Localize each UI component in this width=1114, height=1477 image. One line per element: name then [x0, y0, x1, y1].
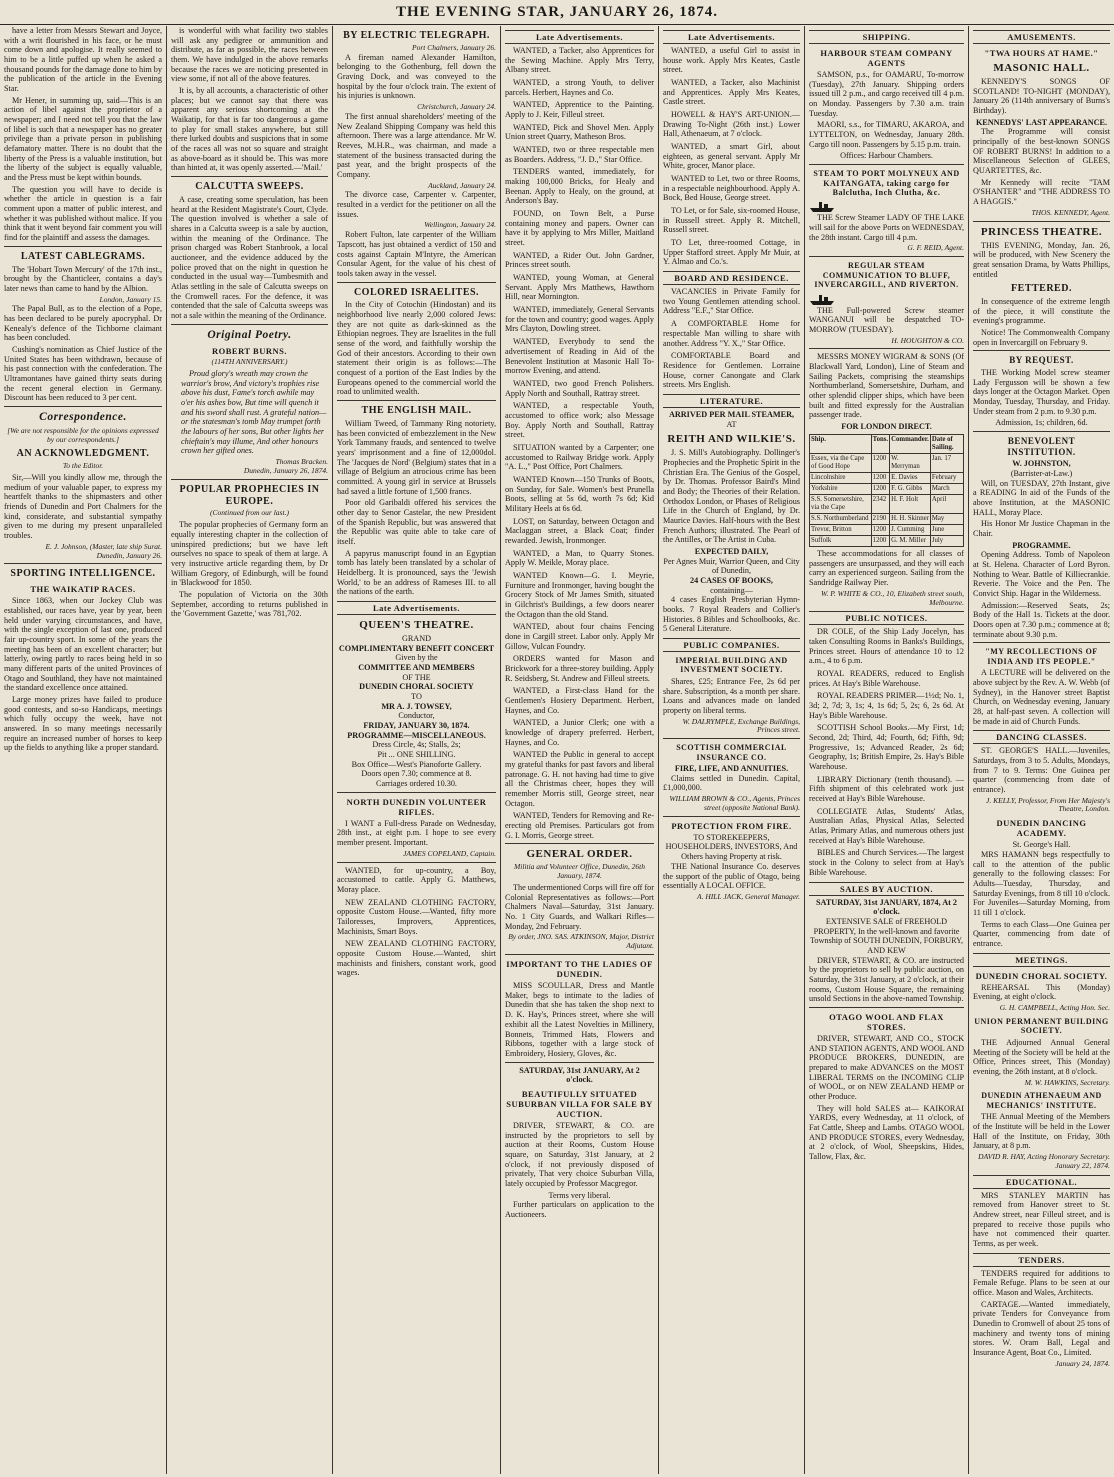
ad-line: PROGRAMME.	[1012, 540, 1071, 550]
classified-ad: WANTED, immediately, General Servants for the town and country; good wages. Apply Mrs Clayton, Dowling street.	[505, 305, 654, 334]
article-paragraph: The 'Hobart Town Mercury' of the 17th inst., brought by the Chanticleer, contains a day's later news than came to hand by the Albion.	[4, 264, 162, 293]
ad-heading: HARBOUR STEAM COMPANY AGENTS	[820, 48, 953, 69]
classified-ad: VACANCIES in Private Family for two Young Gentlemen attending school. Address "E.F.," Star Office.	[663, 287, 800, 316]
section-heading-late-ads: Late Advertisements.	[663, 30, 800, 44]
ad-line: PROGRAMME—MISCELLANEOUS.	[347, 730, 486, 740]
ad-line: 24 CASES OF BOOKS,	[690, 575, 773, 585]
ad-heading: BENEVOLENT INSTITUTION.	[1007, 436, 1076, 457]
ad-line: FIRE, LIFE, AND ANNUITIES.	[674, 764, 789, 774]
table-header: Tons.	[871, 434, 889, 453]
venue-name: MASONIC HALL.	[993, 62, 1090, 75]
ad-text: Terms to each Class—One Guinea per Quarter, commencing from date of entrance.	[973, 919, 1110, 949]
classified-ad: HOWELL & HAY'S ART-UNION.—Drawing To-Night (26th inst.) Lower Hall, Athenaeum, at 7 o'clock.	[663, 110, 800, 139]
venue-name: PRINCESS THEATRE.	[980, 225, 1103, 238]
ad-line: MR A. J. TOWSEY,	[381, 701, 452, 711]
classified-ad: WANTED, a First-class Hand for the Gentlemen's Hosiery Department. Herbert, Haynes, and Co.	[505, 686, 654, 715]
ad-line: Box Office—West's Pianoforte Gallery.	[351, 759, 482, 769]
dateline: Dunedin, January 26, 1874.	[243, 465, 328, 475]
classified-ad: ORDERS wanted for Mason and Brickwork for a three-storey building. Apply R. Seidsberg, St. Andrew and Filleul streets.	[505, 654, 654, 683]
ad-line: Dress Circle, 4s; Stalls, 2s;	[372, 740, 461, 750]
public-notice: ROYAL READERS, reduced to English prices. At Hay's Bible Warehouse.	[809, 669, 964, 688]
article-paragraph: A fireman named Alexander Hamilton, belonging to the Gothenburg, fell down the Graving Dock, and was conveyed to the hospital by the four o'clock train. The extent of his injuries is unknown.	[337, 52, 496, 101]
ad-line: EXPECTED DAILY,	[694, 546, 769, 556]
classified-ad: TO Let, three-roomed Cottage, in Upper Stafford street. Apply Mr Muir, at Y. Almao and Co.'s.	[663, 238, 800, 267]
ad-text: Will, on TUESDAY, 27th Instant, give a READING In aid of the Funds of the above Institution, at the MASONIC HALL, Moray Place.	[973, 478, 1110, 517]
divider	[809, 256, 964, 257]
ad-text: THIS EVENING, Monday, Jan. 26, will be produced, with New Scenery the great sensation Drama, by Watts Phillips, entitled	[973, 240, 1110, 279]
classified-ad: SITUATION wanted by a Carpenter; one accustomed to Railway Bridge work. Apply "A. L.," Post Office, Port Chalmers.	[505, 442, 654, 472]
table-cell: H. H. Skinner	[890, 513, 931, 524]
section-heading-board: BOARD AND RESIDENCE.	[663, 271, 800, 285]
article-subheading: (Continued from our last.)	[210, 508, 289, 518]
divider	[337, 862, 496, 863]
ad-line: Terms very liberal.	[548, 1190, 611, 1200]
ad-line: FOR LONDON DIRECT.	[841, 422, 932, 432]
ad-line: COMMITTEE AND MEMBERS	[358, 663, 475, 673]
classified-ad: WANTED, young Woman, at General Servant. Apply Mrs Matthews, Hawthorn Hill, near Mornington.	[505, 273, 654, 302]
ad-text: THE Adjourned Annual General Meeting of the Society will be held at the Office, Princes street, This (Monday) evening, the 26th instant, at 8 o'clock.	[973, 1037, 1110, 1076]
signature: M. W. HAWKINS, Secretary.	[1024, 1077, 1110, 1087]
ad-text: Claims settled in Dunedin. Capital, £1,000,000.	[663, 773, 800, 793]
theatre-name: QUEEN'S THEATRE.	[359, 619, 474, 632]
ad-text: Admission:—Reserved Seats, 2s; Body of the Hall 1s. Tickets at the door. Doors open at 7.30 p.m.; commence at 8; terminate about 9.30 p.m.	[973, 600, 1110, 639]
poem-occasion: (114TH ANNIVERSARY.)	[211, 357, 288, 367]
dateline: Dunedin, January 26.	[96, 550, 162, 560]
table-cell: 1200	[871, 524, 889, 535]
signature: DAVID R. HAY, Acting Honorary Secretary. January 22, 1874.	[978, 1151, 1110, 1170]
classified-ad: WANTED, a Tacker, also Apprentices for the Sewing Machine. Apply Mrs Terry, Albany street.	[505, 46, 654, 75]
ad-line: Given by the	[395, 653, 438, 663]
ad-line: Offices: Harbour Chambers.	[840, 151, 933, 161]
classified-ad: A COMFORTABLE Home for respectable Man willing to share with another. Address "Y. X.," Star Office.	[663, 319, 800, 348]
section-heading-telegraph: BY ELECTRIC TELEGRAPH.	[343, 30, 490, 41]
classified-ad: WANTED, for up-country, a Boy, accustomed to cattle. Apply G. Matthews, Moray place.	[337, 865, 496, 894]
article-paragraph: Mr Hener, in summing up, said—This is an action of libel against the proprietor of a newspaper; and I need not tell you that the law of libel is such that a newspaper has no greater privilege than a private person in publishing defamatory matter. There is no doubt that the liberty of the Press is a valuable institution, but the liberty of the subject is equally valuable, and the Press must be kept within bounds.	[4, 95, 162, 183]
ad-line: FRIDAY, JANUARY 30, 1874.	[363, 721, 470, 731]
table-cell: April	[930, 494, 963, 513]
ad-line: Per Agnes Muir, Warrior Queen, and City of Dunedin,	[663, 556, 800, 576]
classified-ad: WANTED, a respectable Youth, accustomed to office work; also Message Boy. Apply North and Southall, Rattray street.	[505, 401, 654, 440]
signature: G. F. REID, Agent.	[907, 243, 964, 253]
ad-text: MRS HAMANN begs respectfully to call to the attention of the public generally to the following classes: For Adults—Tuesday, Thursday, and Saturday Evenings, from 8 till 10 o'clock. For Juveniles—Saturday Morning, from 11 till 1 o'clock.	[973, 850, 1110, 918]
signature: JAMES COPELAND, Captain.	[403, 848, 496, 858]
ad-text: MESSRS MONEY WIGRAM & SONS (Of Blackwall Yard, London), Line of Steam and Sailing Packets, comprising the steamships Northumberland, Somersetshire, Durham, and other splendid clipper ships, which have been built and fitted expressly for the Australian passenger trade.	[809, 352, 964, 420]
ad-text: THE Annual Meeting of the Members of the Institute will be held in the Lower Hall of the Institute, on Friday, 30th January, at 8 p.m.	[973, 1112, 1110, 1151]
table-cell: 2190	[871, 513, 889, 524]
ad-text: ST. GEORGE'S HALL.—Juveniles, Saturdays, from 3 to 5. Adults, Mondays, from 7 to 9. Terms: One Guinea per quarter (commencing from date of entrance).	[973, 746, 1110, 794]
section-heading-amusements: AMUSEMENTS.	[973, 30, 1110, 44]
signature: THOS. KENNEDY, Agent.	[1031, 207, 1110, 217]
table-header: Ship.	[810, 434, 872, 453]
ad-line: SATURDAY, 31st JANUARY, 1874, At 2 o'clock.	[815, 897, 958, 917]
classified-ad: TENDERS wanted, immediately, for making 100,000 Bricks, for Healy and Beenan. Apply to Healy, on the ground, at Anderson's Bay.	[505, 167, 654, 206]
ad-text: His Honor Mr Justice Chapman in the Chair.	[973, 519, 1110, 538]
ad-text: I WANT a Full-dress Parade on Wednesday, 28th inst., at eight p.m. I hope to see every member present. Important.	[337, 818, 496, 848]
ad-text: J. S. Mill's Autobiography. Dollinger's Prophecies and the Prophetic Spirit in the Christian Era. The Genius of the Gospel, by Dr. Thomas. Professor Baird's Mind and Body; the Theories of their Relation. Orthodox London, or Phases of Religious Life in the Church of England, by Dr. Maurice Davies. Half-hours with the Best French Authors; illustrated. The Pearl of the Antilles, or The Artist in Cuba.	[663, 448, 800, 545]
steamship-icon	[809, 292, 835, 306]
ad-line: SATURDAY, 31st JANUARY, At 2 o'clock.	[519, 1065, 640, 1085]
signature: W. P. WHITE & CO., 10, Elizabeth street south, Melbourne.	[820, 588, 964, 607]
ad-text: REHEARSAL This (Monday) Evening, at eight o'clock.	[973, 982, 1110, 1002]
ad-line: AT	[726, 419, 737, 429]
divider	[505, 1062, 654, 1063]
section-heading-meetings: MEETINGS.	[973, 953, 1110, 967]
section-heading-correspondence: Correspondence.	[39, 411, 127, 424]
classified-ad: WANTED, two or three respectable men as Boarders. Address, "J. D.," Star Office.	[505, 145, 654, 164]
divider	[809, 164, 964, 165]
ad-heading: UNION PERMANENT BUILDING SOCIETY.	[974, 1016, 1109, 1036]
signature: By order, JNO. SAS. ATKINSON, Major, District Adjutant.	[508, 932, 654, 951]
ad-heading: STEAM TO PORT MOLYNEUX AND KAITANGATA, taking cargo for Balclutha, Inch Clutha, &c.	[813, 169, 960, 197]
table-row	[810, 524, 964, 535]
ad-text: TENDERS required for additions to Female Refuge. Plans to be seen at our office. Mason and Wales, Architects.	[973, 1268, 1110, 1298]
article-paragraph: It is, by all accounts, a characteristic of other places; but we cannot say that there was apparent any serious shortcoming at the Waikatip, for that is far too dangerous a game to play for small stakes anywhere, but still there lurked doubts and suspicions that in some of the races all was not so square and straight as above-board as it should be. This was more than hinted at, it was openly asserted.—'Mail.'	[171, 86, 328, 173]
ad-text: KENNEDY'S SONGS OF SCOTLAND! TO-NIGHT (MONDAY), January 26 (114th anniversary of Burns's Birthday).	[973, 77, 1110, 116]
ad-text: MAORI, s.s., for TIMARU, AKAROA, and LYTTELTON, on Wednesday, January 28th. Cargo till noon. Passengers by 5.15 p.m. train.	[809, 120, 964, 149]
table-row	[810, 494, 964, 513]
ad-text: MISS SCOULLAR, Dress and Mantle Maker, begs to intimate to the ladies of Dunedin that she has taken the shop next to D. K. Hay's, Princes street, where she will exhibit all the Latest Novelties in Millinery, Bonnets, Trimmed Hats, Flowers and Ribbons, together with a large stock of Embroidery, Hosiery, Gloves, &c.	[505, 981, 654, 1058]
signature: A. HILL JACK, General Manager.	[697, 891, 800, 901]
section-heading-auction: SALES BY AUCTION.	[809, 882, 964, 896]
steamship-icon	[809, 199, 835, 213]
divider	[337, 282, 496, 283]
divider	[973, 221, 1110, 222]
dateline: Auckland, January 24.	[428, 180, 496, 190]
article-paragraph: is wonderful with what facility two stables will ask any pedigree or ammunition and distribute, as far as possible, the races between them. We have indulged in the above remarks because the races we are noticing presented in view some, if not all of the above features.	[171, 26, 328, 84]
signature: E. J. Johnson, (Master, late ship Surat.	[45, 541, 162, 551]
table-cell: E. Davies	[890, 472, 931, 483]
public-notice: SCOTTISH School Books.—My First, 1d; Second, 2d; Third, 4d; Fourth, 6d; Fifth, 9d; Progressive, 1s; Advanced Reader, 2s 6d; Geography, 1s; British Empire, 2s. Hay's Bible Warehouse.	[809, 723, 964, 772]
table-cell: July	[930, 535, 963, 546]
signature: WILLIAM BROWN & CO., Agents, Princes street (opposite National Bank).	[669, 794, 800, 812]
table-cell: F. G. Gibbs	[890, 483, 931, 494]
divider	[505, 954, 654, 955]
table-row	[810, 483, 964, 494]
table-cell: Essex, via the Cape of Good Hope	[810, 453, 872, 472]
public-notice: ROYAL READERS PRIMER—1½d; No. 1, 3d; 2, 7d; 3, 1s; 4, 1s 6d; 5, 2s; 6, 2s 6d. At Hay's Bible Warehouse.	[809, 691, 964, 720]
classified-ad: FOUND, on Town Belt, a Purse containing money and papers. Owner can have it by applying to Mrs Miller, Maitland street.	[505, 209, 654, 248]
ad-text: DRIVER, STEWART, & CO. are instructed by the proprietors to sell by public auction, on Saturday, the 31st January, at 2 o'clock, at their rooms, Custom House Square, the remaining unsold Sections in the above-named Township.	[809, 955, 964, 1004]
column-4	[500, 26, 658, 1474]
bookseller-name: REITH AND WILKIE'S.	[667, 433, 796, 446]
table-cell: S.S. Northumberland	[810, 513, 872, 524]
divider	[337, 400, 496, 401]
ad-text: MRS STANLEY MARTIN has removed from Hanover street to St. Andrew street, near Filleul street, and is prepared to receive those pupils who have not commenced their quarter. Terms, as per week.	[973, 1190, 1110, 1248]
ad-subheading: Militia and Volunteer Office, Dunedin, 26th January, 1874.	[513, 862, 646, 881]
table-cell: June	[930, 524, 963, 535]
public-notice: LIBRARY Dictionary (tenth thousand). —Fifth shipment of this celebrated work just received at Hay's Bible Warehouse.	[809, 774, 964, 804]
divider	[809, 1007, 964, 1008]
table-cell: 1200	[871, 483, 889, 494]
section-heading-literature: LITERATURE.	[663, 394, 800, 408]
section-heading-poetry: Original Poetry.	[207, 328, 292, 341]
ad-line: ARRIVED PER MAIL STEAMER,	[668, 409, 795, 419]
ad-heading: OTAGO WOOL AND FLAX STORES.	[829, 1011, 944, 1032]
table-cell: Yorkshire	[810, 483, 872, 494]
ad-line: DUNEDIN CHORAL SOCIETY	[359, 682, 474, 692]
table-header: Date of Sailing.	[930, 434, 963, 453]
ad-text: These accommodations for all classes of passengers are unsurpassed, and they will each carry an experienced surgeon. Sailing from the Sandridge Railway Pier.	[809, 548, 964, 587]
classified-ad: WANTED, Tenders for Removing and Re-erecting old Premises. Particulars got from G. I. Morris, George street.	[505, 811, 654, 840]
ad-text: Further particulars on application to the Auctioneers.	[505, 1200, 654, 1219]
section-heading-dancing: DANCING CLASSES.	[973, 730, 1110, 744]
table-cell: Trevor, Britton	[810, 524, 872, 535]
classified-ad: WANTED, a useful Girl to assist in house work. Apply Mrs Keates, Castle street.	[663, 46, 800, 75]
ad-line: Admission, 1s; children, 6d.	[995, 418, 1088, 428]
ad-text: A LECTURE will be delivered on the above subject by the Rev. A. W. Webb (of Sydney), in the Hanover street Baptist Church, on Wednesday evening, January 28, at half-past seven. A collection will be made in aid of Church Funds.	[973, 668, 1110, 726]
signature: H. HOUGHTON & CO.	[891, 335, 964, 345]
classified-ad: WANTED, a Junior Clerk; one with a knowledge of drapery preferred. Herbert, Haynes, and Co.	[505, 718, 654, 747]
ad-line: containing—	[710, 585, 753, 595]
section-heading-cablegrams: LATEST CABLEGRAMS.	[20, 250, 146, 262]
ad-line: KENNEDYS' LAST APPEARANCE.	[975, 117, 1108, 127]
classified-ads-list	[505, 46, 654, 840]
classified-ad: WANTED, Apprentice to the Painting. Apply to J. Keir, Filleul street.	[505, 100, 654, 120]
editorial-note: [We are not responsible for the opinions expressed by our correspondents.]	[7, 425, 159, 444]
article-paragraph: A case, creating some speculation, has been heard at the Resident Magistrate's Court, Clyde. The question involved is whether a sale of shares in a Calcutta sweep is a sale by auction, within the meaning of the Ordinance. The prison charged was Robert Stanbrook, a local auctioneer, and the evidence adduced by the police proved that on the night in question he conducted in the usual way—Tumbesmith and Atlas settling in the sale of Calcutta sweeps on the Cromwell races. For the defence, it was contended that the sale of Calcutta sweeps was not a sale within the meaning of the Ordinance.	[171, 194, 329, 320]
signature: Thomas Bracken.	[275, 457, 328, 467]
classified-ad: WANTED, Everybody to send the advertisement of Reading in Aid of the Benevolent Institution at Masonic Hall To-morrow Evening, and attend.	[505, 337, 654, 376]
table-cell: 1200	[871, 535, 889, 546]
section-heading-public-notices: PUBLIC NOTICES.	[809, 611, 964, 625]
classified-ad: WANTED, two good French Polishers. Apply North and Southall, Rattray street.	[505, 378, 654, 398]
ad-text: THE Screw Steamer LADY OF THE LAKE will sail for the above Ports on WEDNESDAY, the 28th instant. Cargo till 4 p.m.	[809, 213, 964, 242]
table-cell: 1200	[871, 453, 889, 472]
ad-text: Shares, £25; Entrance Fee, 2s 6d per share. Subscription, 4s a month per share. Loans and advances made on landed property on liberal terms.	[663, 676, 800, 715]
public-notice: DR COLE, of the Ship Lady Jocelyn, has taken Consulting Rooms in Banks's Buildings, Princes street. Hours of attendance 10 to 12 a.m., 4 to 6 p.m.	[809, 627, 964, 666]
column-6	[804, 26, 968, 1474]
masthead	[0, 0, 1114, 25]
ad-text: SAMSON, p.s., for OAMARU, To-morrow (Tuesday), 27th January. Shipping orders issued till 2 p.m., and cargo received till 4 p.m. on Monday. Passengers by 7.30 a.m. train Tuesday.	[809, 70, 964, 118]
table-cell: Suffolk	[810, 535, 872, 546]
ad-heading: DUNEDIN DANCING ACADEMY.	[996, 818, 1087, 839]
ad-text: THE National Insurance Co. deserves the support of the public of Otago, being essentially A LOCAL OFFICE.	[663, 861, 800, 891]
ad-line: OF THE	[402, 672, 431, 682]
ad-text: DRIVER, STEWART, AND CO., STOCK AND STATION AGENTS, AND WOOL AND PRODUCE BROKERS, DUNEDIN, are prepared to make ADVANCES on the MOST LIBERAL TERMS on the INCOMING CLIP of WOOL, or on NEW ZEALAND HEMP or other Produce.	[809, 1033, 964, 1101]
classified-ad: WANTED the Public in general to accept my grateful thanks for past favors and liberal patronage. G. H. not having had time to give all the Christmas cheer, hopes they will remember Morris still, George street, near Octagon.	[505, 750, 654, 808]
article-heading: COLORED ISRAELITES.	[353, 286, 480, 298]
article-paragraph: Cushing's nomination as Chief Justice of the United States has been withdrawn, because of his past connection with the confederation. The Ultramontanes have gained thirty seats during the recent general election in Germany. Discount has been reduced to 3 per cent.	[4, 345, 162, 403]
ad-line: Pit ... ONE SHILLING.	[377, 750, 456, 760]
ad-heading: IMPORTANT TO THE LADIES OF DUNEDIN.	[506, 959, 653, 980]
classified-ad: WANTED Known—G. I. Meyrie, Furniture and Ironmonger, having bought the Grocery Stock of Mr James Smith, situated in Gilchrist's Buildings, a few doors nearer the Octagon than the old Stand.	[505, 570, 654, 619]
column-1	[0, 26, 166, 1474]
masthead-title: THE EVENING STAR, JANUARY 26, 1874.	[396, 3, 718, 20]
classified-ad: NEW ZEALAND CLOTHING FACTORY, opposite Custom House.—Wanted, fifty more Tailoresses, Improvers, Apprentices, Machinists, Smart Boys.	[337, 897, 496, 936]
article-heading: POPULAR PROPHECIES IN EUROPE.	[179, 483, 320, 507]
ad-line: TO STOREKEEPERS, HOUSEHOLDERS, INVESTORS, And Others having Property at risk.	[665, 832, 798, 862]
ad-line: GRAND	[401, 634, 432, 643]
table-cell: S.S. Somersetshire, via the Cape	[810, 494, 872, 513]
ad-heading: PROTECTION FROM FIRE.	[671, 820, 792, 831]
ad-text: They will hold SALES at— KAIKORAI YARDS, every Wednesday, at 11 o'clock, of Fat Cattle, Sheep and Lambs. OTAGO WOOL AND PRODUCE STORES, every Wednesday, at 2 o'clock, of Wool, Sheepskins, Hides, Tallow, Flax, &c.	[809, 1103, 964, 1161]
ad-text: Opening Address. Tomb of Napoleon at St. Helena. Character of Lord Byron. Nothing to Wear. Battle of Killiecrankie. Reverie. The Voice and the Pen. The Convict Ship. Hagar in the Wilderness.	[973, 550, 1110, 598]
article-paragraph: William Tweed, of Tammany Ring notoriety, has been convicted of embezzlement in the New York Tammany frauds, and sentenced to twelve years' imprisonment and a fine of 12,000dol. The 'Jacques de Nord' (Belgium) states that in a village of Belgium an atrocious crime has been committed. A young girl in service at Brussels had saved a little fortune of 1,500 francs.	[337, 418, 496, 496]
ad-heading: DUNEDIN ATHENAEUM AND MECHANICS' INSTITUTE.	[981, 1091, 1102, 1110]
section-heading-public-companies: PUBLIC COMPANIES.	[663, 638, 800, 652]
article-paragraph: The divorce case, Carpenter v. Carpenter, resulted in a verdict for the petitioner on all the issues.	[337, 190, 496, 219]
divider	[973, 642, 1110, 643]
ad-heading: NORTH DUNEDIN VOLUNTEER RIFLES.	[346, 796, 487, 817]
ad-line: St. George's Hall.	[1012, 840, 1071, 850]
classified-ad: TO Let, or for Sale, six-roomed House, in Russell street. Apply R. Mitchell, Russell street.	[663, 206, 800, 235]
ad-text: The Programme will consist principally of the best-known SONGS OF ROBERT BURNS! In addition to a Miscellaneous Selection of GLEES, QUARTETTES, &c.	[973, 127, 1110, 176]
divider	[4, 406, 162, 407]
article-paragraph: The first annual shareholders' meeting of the New Zealand Shipping Company was held this afternoon. There was a large attendance. Mr W. Reeves, M.H.R., was chairman, and made a statement of the business transacted during the past year, and the bright prospects of the Company.	[337, 111, 496, 179]
article-paragraph: The Papal Bull, as to the election of a Pope, has been declared to be purely apocryphal. Dr Kenealy's defence of the Tichborne claimant has been concluded.	[4, 304, 162, 343]
section-heading-educational: EDUCATIONAL.	[973, 1175, 1110, 1189]
article-heading: CALCUTTA SWEEPS.	[195, 181, 304, 193]
signature: G. H. CAMPBELL, Acting Hon. Sec.	[999, 1003, 1110, 1013]
dateline: London, January 15.	[99, 294, 162, 304]
divider	[171, 479, 328, 480]
ad-heading: "TWA HOURS AT HAME."	[984, 48, 1099, 59]
public-notice: COLLEGIATE Atlas, Students' Atlas, Australian Atlas, Physical Atlas, Selected Atlas, Primary Atlas, and numerous others just received at Hay's Bible Warehouse.	[809, 806, 964, 845]
section-heading-late-ads: Late Advertisements.	[337, 601, 496, 615]
table-cell: H. F. Holt	[890, 494, 931, 513]
classified-ad: WANTED, Pick and Shovel Men. Apply Union street Quarry, Matheson Bros.	[505, 122, 654, 142]
ad-line: COMPLIMENTARY BENEFIT CONCERT	[338, 643, 495, 653]
ad-heading: "MY RECOLLECTIONS OF INDIA AND ITS PEOPLE."	[985, 647, 1098, 666]
divider	[4, 563, 162, 564]
article-paragraph: Large money prizes have failed to produce good contests, and so-so Handicaps, meetings which fully occupy the week, have not answered. In so many meetings necessarily require an increased number of horses to keep up the fields to anything like a proper standard.	[4, 694, 162, 753]
table-cell: 2342	[871, 494, 889, 513]
divider	[4, 246, 162, 247]
divider	[663, 738, 800, 739]
table-header: Commander.	[890, 434, 931, 453]
classified-ad: WANTED, a Man, to Quarry Stones. Apply W. Meikle, Moray place.	[505, 548, 654, 568]
table-cell: May	[930, 513, 963, 524]
table-cell: G. M. Miller	[890, 535, 931, 546]
ad-line: Doors open 7.30; commence at 8.	[361, 769, 472, 779]
ad-text: THE Working Model screw steamer Lady Fergusson will be shown a few days longer at the Octagon Market. Open Monday, Tuesday, Thursday, and Friday. Under steam from 2 p.m. to 9.30 p.m.	[973, 368, 1110, 416]
signature: J. KELLY, Professor, From Her Majesty's Theatre, London.	[986, 795, 1110, 814]
table-cell: W. Merryman	[890, 453, 931, 472]
divider	[663, 816, 800, 817]
article-paragraph: The popular prophecies of Germany form an equally interesting chapter in the collection of uninspired predictions; but we have left ourselves no space to speak of them at large. A very instructive article regarding them, by Dr William Gregory, of Edinburgh, will be found in 'Blackwood' for 1850.	[171, 520, 328, 588]
section-heading-late-ads: Late Advertisements.	[505, 30, 654, 44]
article-paragraph: In the City of Cotochin (Hindostan) and its neighborhood live nearly 2,000 colored Jews: they are not quite as dark-skinned as the Ethiopian negroes. They are Israelites in the full sense of the word, and faithfully worship the God of their ancestors. According to their own statement their origin is as follows:—The conquest of a portion of the East Indies by the Europeans opened to the commercial world the road to unlimited wealth.	[337, 300, 496, 397]
table-row	[810, 535, 964, 546]
salutation: To the Editor.	[62, 461, 104, 471]
ad-line: Carriages ordered 10.30.	[376, 779, 457, 789]
poem-body: Proud glory's wreath may crown the warrior's brow, And victory's trophies rise above his dust, Fame's torch awhile may o'er his ashes bow, But time will quench it and his sword shall rust. A grateful nation—or the statesman's tomb May trumpet forth the labours of her sons, But other lights her chieftain's may illume, And other honours crown her gifted ones.	[181, 369, 327, 456]
article-paragraph: Sir,—Will you kindly allow me, through the medium of your valuable paper, to express my heartfelt thanks to the shipmasters and other friends of Dunedin and Port Chalmers for the kind, considerate, and substantial sympathy given to me during my present unparalleled troubles.	[4, 473, 162, 541]
ad-heading: DUNEDIN CHORAL SOCIETY.	[975, 970, 1108, 981]
section-heading-tenders: TENDERS.	[973, 1253, 1110, 1267]
divider	[171, 176, 328, 177]
table-cell: Jan. 17	[930, 453, 963, 472]
article-heading: THE WAIKATIP RACES.	[30, 584, 136, 595]
article-paragraph: The question you will have to decide is whether the article in question is a fair comment upon a matter of public interest, and whether it was published without malice. If you think that it went beyond fair comment you will find for the plaintiff and assess the damages.	[4, 184, 162, 243]
ad-text: 4 cases English Presbyterian Hymn-books. 7 Royal Readers and Collier's Histories. 8 Bibles and Schoolbooks, &c. 5 General Literature.	[663, 595, 800, 634]
ad-text: In consequence of the extreme length of the piece, it will constitute the evening's programme.	[973, 297, 1110, 326]
dateline: Port Chalmers, January 26.	[412, 42, 496, 52]
classified-ad: WANTED, a Tacker, also Machinist and Apprentices. Apply Mrs Keates, Castle street.	[663, 78, 800, 107]
public-notice: BIBLES and Church Services.—The largest stock in the Colony to select from at Hay's Bible Warehouse.	[809, 848, 964, 877]
ad-line: W. JOHNSTON,	[1012, 459, 1071, 469]
article-paragraph: A papyrus manuscript found in an Egyptian tomb has lately been translated by a scholar of Heidelberg. It is pronounced, says the 'Jewish World,' to be an address of Rameses III. to all the nations of the earth.	[337, 548, 496, 597]
ad-text: THE Full-powered Screw steamer WANGANUI will be despatched TO-MORROW (TUESDAY).	[809, 305, 964, 334]
article-heading: AN ACKNOWLEDGMENT.	[16, 448, 150, 460]
ad-text: Mr Kennedy will recite "TAM O'SHANTER" and "THE ADDRESS TO A HAGGIS."	[973, 177, 1110, 207]
table-cell: March	[930, 483, 963, 494]
table-cell: Lincolnshire	[810, 472, 872, 483]
column-7	[968, 26, 1114, 1474]
divider	[973, 350, 1110, 351]
table-header-row	[810, 434, 964, 453]
classified-ad: WANTED to Let, two or three Rooms, in a respectable neighbourhood. Apply A. Bock, Bed House, George street.	[663, 174, 800, 203]
table-cell: J. Cumming	[890, 524, 931, 535]
classified-ad: LOST, on Saturday, between Octagon and Maclaggan street, a Black Coat; finder rewarded. Jewish, Ironmonger.	[505, 516, 654, 545]
article-paragraph: The population of Victoria on the 30th September, according to returns published in the 'Government Gazette,' was 781,702.	[171, 589, 328, 619]
ad-heading: REGULAR STEAM COMMUNICATION TO BLUFF, INVERCARGILL, AND RIVERTON.	[814, 261, 959, 290]
divider	[809, 348, 964, 349]
ad-heading: SCOTTISH COMMERCIAL INSURANCE CO.	[676, 743, 787, 762]
table-row	[810, 453, 964, 472]
ad-heading: BEAUTIFULLY SITUATED SUBURBAN VILLA FOR SALE BY AUCTION.	[506, 1088, 653, 1119]
ad-line: (Barrister-at-Law.)	[1010, 468, 1073, 478]
table-row	[810, 472, 964, 483]
classified-ad: WANTED, a Rider Out. John Gardner, Princes street south.	[505, 250, 654, 270]
classified-ad: NEW ZEALAND CLOTHING FACTORY, opposite Custom House.—Wanted, shirt machinists and finishers, constant work, good wages.	[337, 939, 496, 978]
article-paragraph: Poor old Garibaldi offered his services the other day to Senor Castelar, the new President of the Spanish Republic, but was answered that the Republic was quite able to take care of itself.	[337, 498, 496, 546]
ad-text: The undermentioned Corps will fire off for Colonial Representatives as follows:—Port Chalmers Naval—Saturday, 31st January. No. 1 City Guards, and Walkari Rifles—Monday, 2nd February.	[505, 883, 654, 931]
classified-ad: WANTED, about four chains Fencing done in Cargill street. Labor only. Apply Mr Gillow, Vulcan Foundry.	[505, 622, 654, 651]
article-heading: THE ENGLISH MAIL.	[361, 405, 472, 417]
section-heading-shipping: SHIPPING.	[809, 30, 964, 44]
ad-heading: IMPERIAL BUILDING AND INVESTMENT SOCIETY.	[675, 655, 788, 675]
classified-ad: WANTED, a smart Girl, about eighteen, as general servant. Apply Mr White, grocer, Manor place.	[663, 142, 800, 171]
article-paragraph: Robert Fulton, late carpenter of the William Tapscott, has just obtained a verdict of 150 and costs against Captain M'Intyre, the American Consular Agent, for the value of his chest of tools taken away in the vessel.	[337, 230, 496, 278]
signature: W. DALRYMPLE, Exchange Buildings, Princes street.	[682, 716, 800, 735]
ad-text: DRIVER, STEWART, & CO. are instructed by the proprietors to sell by auction at their Rooms, Custom House square, on Saturday, 31st January, at 2 o'clock, if not previously disposed of privately, That very choice Suburban Villa, lately occupied by Professor Macgregor.	[505, 1120, 654, 1188]
divider	[171, 324, 328, 325]
table-cell: February	[930, 472, 963, 483]
article-paragraph: have a letter from Messrs Stewart and Joyce, with a writ flourished in his face, or he must come down and apologise. It really seemed to him to be a little puffed up when he asked a thousand pounds for the damage done to him by the publication of the article in the Evening Star.	[4, 26, 162, 94]
classified-ad: WANTED, a strong Youth, to deliver parcels. Herbert, Haynes and Co.	[505, 78, 654, 97]
dateline: Christchurch, January 24.	[417, 102, 496, 111]
article-paragraph: Since 1863, when our Jockey Club was established, our races have, year by year, been held under varying circumstances, and have, with the single exception of last one, produced fair up-country sport. In some of the years the meeting has been of an excellent character; but latterly, owing partly to races being held in so many different parts of the united Provinces of Otago and Southland, they have not maintained the standard excellence once attained.	[4, 596, 162, 693]
divider	[337, 792, 496, 793]
ad-text: CARTAGE.—Wanted immediately, private Tenders for Conveyance from Dunedin to Cromwell of about 25 tons of machinery and twenty tons of mining stores. W. Oram Ball, Legal and Insurance Agent, Boat Co., Limited.	[973, 1299, 1110, 1358]
ad-heading: GENERAL ORDER.	[526, 848, 633, 861]
divider	[973, 431, 1110, 432]
table-cell: 1200	[871, 472, 889, 483]
sailing-schedule-table	[809, 434, 964, 547]
classified-ad: WANTED Known—150 Trunks of Boots, on Sunday, for Sale. Women's best Prunella Boots, selling at 5s 6d, worth 7s 6d; Kid Military Heels at 6s 6d.	[505, 474, 654, 513]
divider	[505, 843, 654, 844]
section-heading-sporting: SPORTING INTELLIGENCE.	[10, 568, 156, 580]
ad-line: EXTENSIVE SALE of FREEHOLD PROPERTY, In the well-known and favorite Township of SOUTH DUNEDIN, FORBURY, AND KEW	[809, 916, 964, 955]
ad-line: TO	[411, 692, 422, 702]
dateline: Wellington, January 24.	[424, 220, 496, 230]
column-5	[658, 26, 804, 1474]
ad-line: Conductor,	[398, 711, 435, 721]
column-3	[332, 26, 500, 1474]
column-2	[166, 26, 332, 1474]
ad-text: Notice! The Commonwealth Company open in Invercargill on February 9.	[973, 328, 1110, 347]
classified-ad: COMFORTABLE Board and Residence for Gentlemen. Lorraine House, corner Canongate and Clark streets. Mrs English.	[663, 351, 800, 390]
poem-title: ROBERT BURNS.	[211, 346, 287, 357]
dateline: January 24, 1874.	[1055, 1358, 1110, 1368]
play-title: FETTERED.	[1011, 283, 1072, 295]
table-row	[810, 513, 964, 524]
ad-heading: BY REQUEST.	[1009, 355, 1074, 366]
